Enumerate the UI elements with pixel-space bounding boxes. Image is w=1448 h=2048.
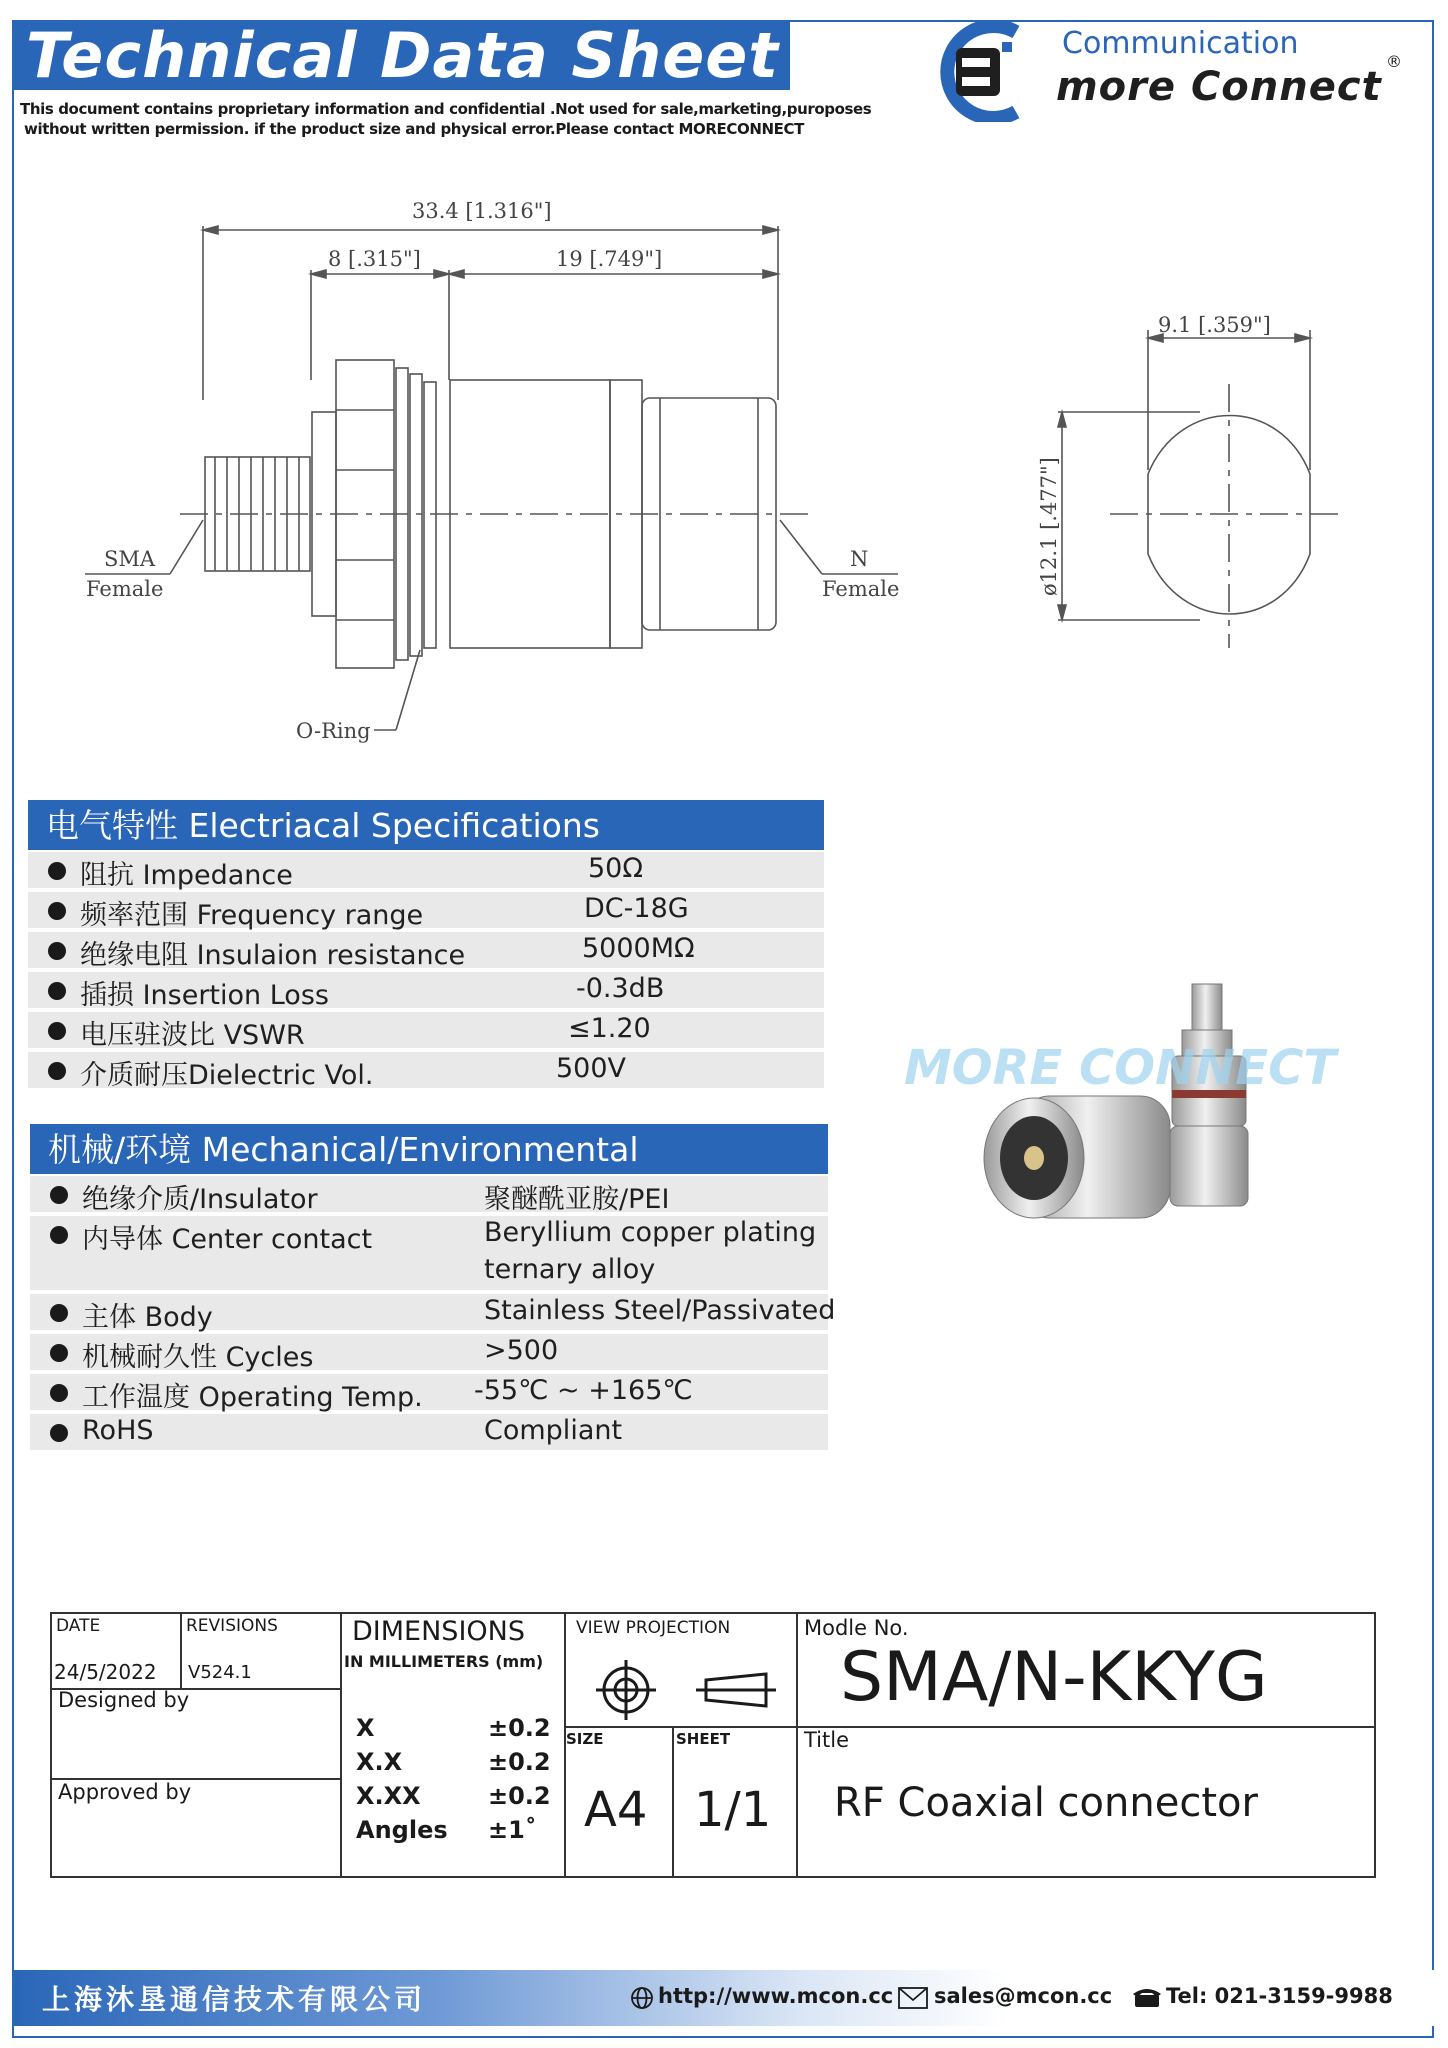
footer-bar <box>14 1970 1434 2026</box>
website-link[interactable]: http://www.mcon.cc <box>658 1984 894 2008</box>
spec-label: 插损 Insertion Loss <box>80 980 329 1011</box>
label-n-female: Female <box>822 577 900 601</box>
notice-line-1: This document contains proprietary information and confidential .Not used for sale,marketing,puroposes <box>20 100 872 118</box>
photo-watermark: MORE CONNECT <box>904 1040 1337 1096</box>
connector-drawing <box>0 0 1448 760</box>
title-value: RF Coaxial connector <box>834 1780 1258 1826</box>
sheet-value: 1/1 <box>694 1782 772 1838</box>
spec-row <box>28 972 824 1011</box>
designed-by-label: Designed by <box>58 1688 190 1712</box>
projection-symbol-icon <box>570 1654 790 1724</box>
spec-label: 主体 Body <box>82 1302 213 1333</box>
model-label: Modle No. <box>804 1616 909 1640</box>
spec-row <box>30 1414 828 1450</box>
label-sma-female: Female <box>86 577 164 601</box>
model-number: SMA/N-KKYG <box>840 1638 1268 1717</box>
bullet-icon <box>48 942 66 960</box>
tolerance-value: ±0.2 <box>488 1748 551 1776</box>
bullet-icon <box>48 902 66 920</box>
spec-label: 阻抗 Impedance <box>80 860 293 891</box>
view-projection-label: VIEW PROJECTION <box>576 1618 731 1638</box>
spec-value: Stainless Steel/Passivated <box>484 1295 836 1326</box>
spec-label: 绝缘电阻 Insulaion resistance <box>80 940 466 971</box>
spec-value: Beryllium copper plating <box>484 1217 817 1248</box>
email-link[interactable]: sales@mcon.cc <box>934 1984 1113 2008</box>
logo-registered-mark: ® <box>1386 52 1402 71</box>
spec-row <box>28 892 824 931</box>
spec-label: 工作温度 Operating Temp. <box>82 1382 423 1413</box>
mechanical-spec-header: 机械/环境 Mechanical/Environmental <box>30 1124 828 1174</box>
dim-right-length: 19 [.749"] <box>556 247 663 271</box>
revisions-value: V524.1 <box>188 1662 252 1683</box>
bullet-icon <box>48 862 66 880</box>
dim-side-height: ø12.1 [.477"] <box>1037 457 1061 596</box>
bullet-icon <box>50 1226 68 1244</box>
tolerance-key: X <box>356 1714 375 1742</box>
spec-label: 内导体 Center contact <box>82 1224 373 1255</box>
spec-row <box>30 1334 828 1373</box>
revisions-label: REVISIONS <box>186 1616 278 1636</box>
bullet-icon <box>50 1424 68 1442</box>
spec-value: 500V <box>556 1053 627 1084</box>
spec-value: -55℃ ~ +165℃ <box>474 1375 693 1406</box>
approved-by-label: Approved by <box>58 1780 192 1804</box>
spec-value: 5000MΩ <box>582 933 695 964</box>
globe-icon <box>630 1986 654 2010</box>
spec-row <box>28 852 824 891</box>
tolerance-key: Angles <box>356 1816 448 1844</box>
spec-value: 聚醚酰亚胺/PEI <box>484 1184 670 1215</box>
tolerance-value: ±0.2 <box>488 1714 551 1742</box>
bullet-icon <box>48 1062 66 1080</box>
spec-value: DC-18G <box>584 893 689 924</box>
spec-row <box>30 1294 836 1333</box>
phone-number: Tel: 021-3159-9988 <box>1166 1984 1393 2008</box>
date-value: 24/5/2022 <box>54 1660 157 1684</box>
tolerance-key: X.XX <box>356 1782 421 1810</box>
spec-row <box>30 1374 828 1413</box>
spec-value-continued: ternary alloy <box>484 1254 656 1285</box>
phone-icon <box>1132 1986 1162 2008</box>
mail-icon <box>898 1987 928 2009</box>
electrical-spec-header: 电气特性 Electriacal Specifications <box>28 800 824 850</box>
dimensions-label: DIMENSIONS <box>352 1616 525 1647</box>
spec-label: 机械耐久性 Cycles <box>82 1342 314 1373</box>
label-o-ring: O-Ring <box>296 719 371 743</box>
spec-value: >500 <box>484 1335 559 1366</box>
spec-label: 频率范围 Frequency range <box>80 900 424 931</box>
logo-text-more-connect: more Connect <box>1056 64 1382 110</box>
bullet-icon <box>50 1344 68 1362</box>
sheet-label: SHEET <box>676 1730 731 1748</box>
page-title: Technical Data Sheet <box>26 19 779 92</box>
spec-value: -0.3dB <box>576 973 665 1004</box>
bullet-icon <box>50 1186 68 1204</box>
spec-label: 绝缘介质/Insulator <box>82 1184 318 1215</box>
spec-label: RoHS <box>82 1415 154 1446</box>
title-label: Title <box>804 1728 850 1752</box>
dimensions-unit: IN MILLIMETERS (mm) <box>344 1652 544 1671</box>
spec-row <box>28 932 824 971</box>
size-value: A4 <box>584 1782 648 1838</box>
tolerance-value: ±1˚ <box>488 1816 537 1844</box>
dim-left-length: 8 [.315"] <box>328 247 421 271</box>
spec-label: 介质耐压Dielectric Vol. <box>80 1060 374 1091</box>
company-name: 上海沐垦通信技术有限公司 <box>42 1983 427 2016</box>
bullet-icon <box>50 1304 68 1322</box>
size-label: SIZE <box>566 1730 604 1748</box>
notice-line-2: without written permission. if the product size and physical error.Please contact MORECONNECT <box>24 120 804 138</box>
tolerance-key: X.X <box>356 1748 403 1776</box>
spec-row <box>28 1052 824 1091</box>
date-label: DATE <box>56 1616 101 1636</box>
spec-value: ≤1.20 <box>568 1013 651 1044</box>
title-block <box>50 1612 1376 1878</box>
tolerance-value: ±0.2 <box>488 1782 551 1810</box>
spec-row <box>30 1216 828 1290</box>
bullet-icon <box>50 1384 68 1402</box>
spec-row <box>28 1012 824 1051</box>
bullet-icon <box>48 982 66 1000</box>
spec-label: 电压驻波比 VSWR <box>80 1020 305 1051</box>
logo-text-communication: Communication <box>1062 26 1299 61</box>
spec-row <box>30 1176 828 1215</box>
spec-value: 50Ω <box>588 853 643 884</box>
spec-value: Compliant <box>484 1415 623 1446</box>
label-n: N <box>850 547 869 571</box>
product-photo <box>960 980 1360 1240</box>
dim-total-length: 33.4 [1.316"] <box>412 199 552 223</box>
bullet-icon <box>48 1022 66 1040</box>
label-sma: SMA <box>104 547 156 571</box>
dim-side-width: 9.1 [.359"] <box>1158 313 1271 337</box>
